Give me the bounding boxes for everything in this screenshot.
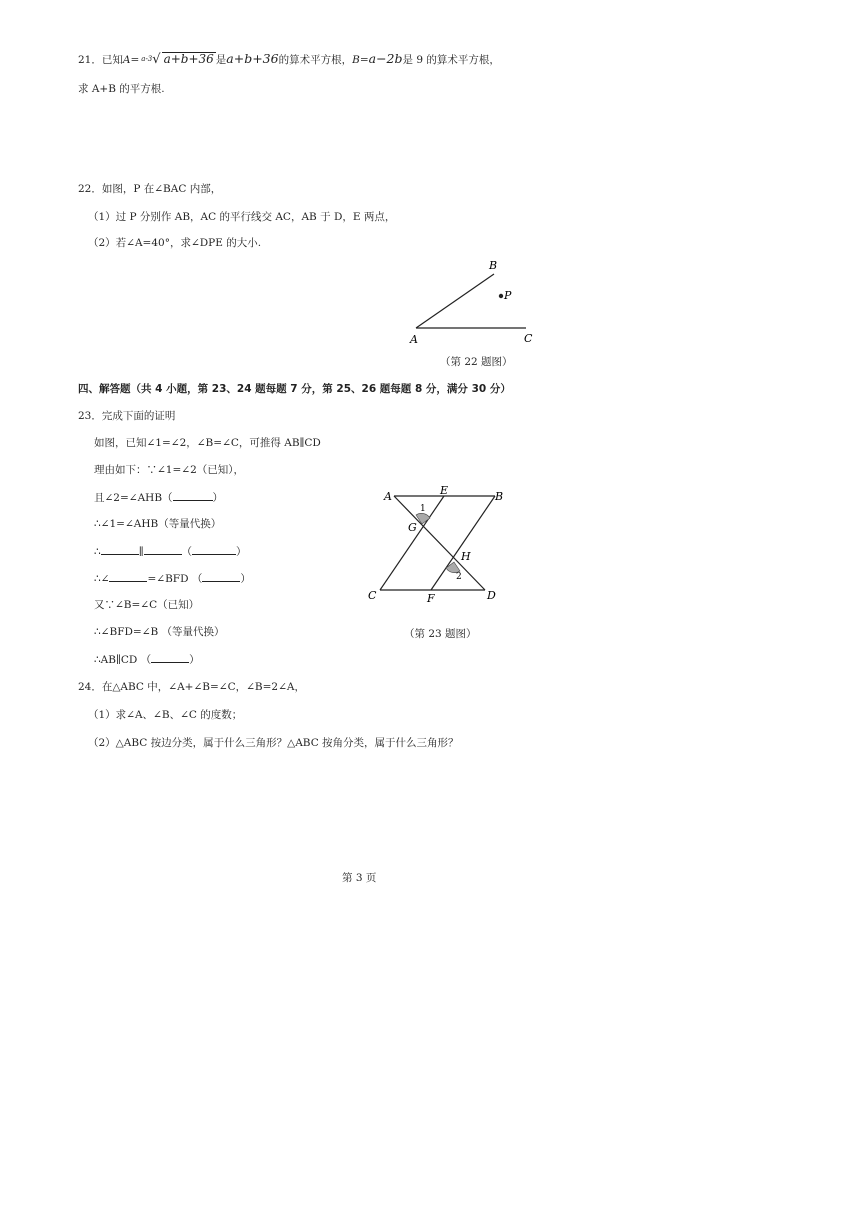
ray-AB	[416, 274, 494, 328]
q23-step-7: ∴∠BFD=∠B （等量代换）	[94, 626, 225, 638]
q21-root-index: a-3	[141, 55, 153, 63]
label-C: C	[368, 589, 377, 602]
answer-blank[interactable]	[151, 652, 189, 663]
page-number: 第 3 页	[342, 872, 377, 884]
q22-caption: （第 22 题图）	[440, 356, 513, 368]
q23-step-4	[94, 544, 247, 559]
q21-text-9: 是 9 的算术平方根，	[402, 54, 500, 66]
section-4-title: 四、解答题（共 4 小题，第 23、24 题每题 7 分，第 25、26 题每题 8 分，满分 30 分）	[78, 383, 511, 395]
q23-title: 23．完成下面的证明	[78, 410, 176, 422]
q21-expr1: a+b+36	[226, 51, 279, 66]
q23-step-2	[94, 490, 223, 505]
q23-step-5-close: ）	[240, 573, 251, 585]
q23-step-8-text: ∴AB∥CD （	[94, 654, 152, 666]
q21-B: B	[352, 54, 360, 66]
q24-part2: （2）△ABC 按边分类，属于什么三角形？△ABC 按角分类，属于什么三角形？	[88, 737, 459, 749]
label-A: A	[384, 490, 392, 503]
label-C: C	[524, 332, 533, 345]
q22-part1: （1）过 P 分别作 AB，AC 的平行线交 AC，AB 于 D，E 两点，	[88, 211, 396, 223]
label-A: A	[410, 333, 418, 346]
q23-step-5-angle: ∴∠	[94, 573, 110, 585]
answer-blank[interactable]	[202, 571, 240, 582]
q24-line1: 24．在△ABC 中，∠A+∠B=∠C，∠B=2∠A，	[78, 681, 305, 693]
q23-step-2-text: 且∠2=∠AHB（	[94, 492, 173, 504]
q23-step-5	[94, 571, 251, 586]
segment-FB	[431, 496, 495, 590]
q21-text-is: 是	[215, 54, 227, 66]
q23-step-4-therefore: ∴	[94, 546, 101, 558]
segment-CE	[380, 496, 444, 590]
q21-number: 21．	[78, 54, 102, 66]
label-H: H	[461, 550, 471, 563]
q24-part1: （1）求∠A、∠B、∠C 的度数；	[88, 709, 243, 721]
q23-step-5-text: =∠BFD （	[147, 573, 203, 585]
q22-figure	[400, 252, 550, 352]
q23-given: 如图，已知∠1=∠2，∠B=∠C，可推得 AB∥CD	[94, 437, 321, 449]
q21-expr2: a−2b	[368, 51, 403, 66]
segment-AD	[394, 496, 485, 590]
label-B: B	[489, 259, 498, 272]
label-E: E	[440, 484, 449, 497]
q21-text-root: 的算术平方根，	[278, 54, 353, 66]
q23-step-3: ∴∠1=∠AHB（等量代换）	[94, 518, 222, 530]
q23-parallel-symbol: ∥	[138, 546, 144, 558]
q21-line1	[78, 52, 500, 67]
q23-caption: （第 23 题图）	[404, 628, 477, 640]
label-P: P	[504, 289, 512, 302]
q23-reason-intro: 理由如下：∵∠1=∠2（已知），	[94, 464, 245, 476]
label-angle-2: 2	[456, 572, 462, 582]
q21-text-known: 已知	[101, 54, 123, 66]
answer-blank[interactable]	[144, 544, 182, 555]
q21-line2: 求 A+B 的平方根.	[78, 83, 165, 95]
label-D: D	[487, 589, 496, 602]
q21-radicand: a+b+36	[163, 52, 214, 66]
label-B: B	[495, 490, 504, 503]
q23-step-2-close: ）	[212, 492, 224, 504]
q23-figure	[360, 482, 520, 612]
q22-part2: （2）若∠A=40°，求∠DPE 的大小.	[88, 237, 262, 249]
point-P-dot	[499, 294, 503, 298]
q23-step-8-close: ）	[189, 654, 200, 666]
q23-step-4-close: ）	[236, 546, 247, 558]
q23-step-8	[94, 652, 200, 667]
q22-line1: 22．如图，P 在∠BAC 内部，	[78, 183, 222, 195]
label-G: G	[408, 521, 417, 534]
radical-sign-icon: √	[152, 52, 161, 67]
q23-step-6: 又∵∠B=∠C（已知）	[94, 599, 200, 611]
label-F: F	[427, 592, 435, 605]
q21-equals: =	[359, 54, 369, 66]
q23-step-4-open: （	[181, 546, 193, 558]
angle-1-mark	[416, 513, 430, 524]
label-angle-1: 1	[420, 504, 426, 514]
answer-blank[interactable]	[192, 544, 236, 555]
q21-A-eq: A=	[122, 54, 140, 66]
answer-blank[interactable]	[109, 571, 147, 582]
answer-blank[interactable]	[101, 544, 139, 555]
answer-blank[interactable]	[173, 490, 213, 501]
